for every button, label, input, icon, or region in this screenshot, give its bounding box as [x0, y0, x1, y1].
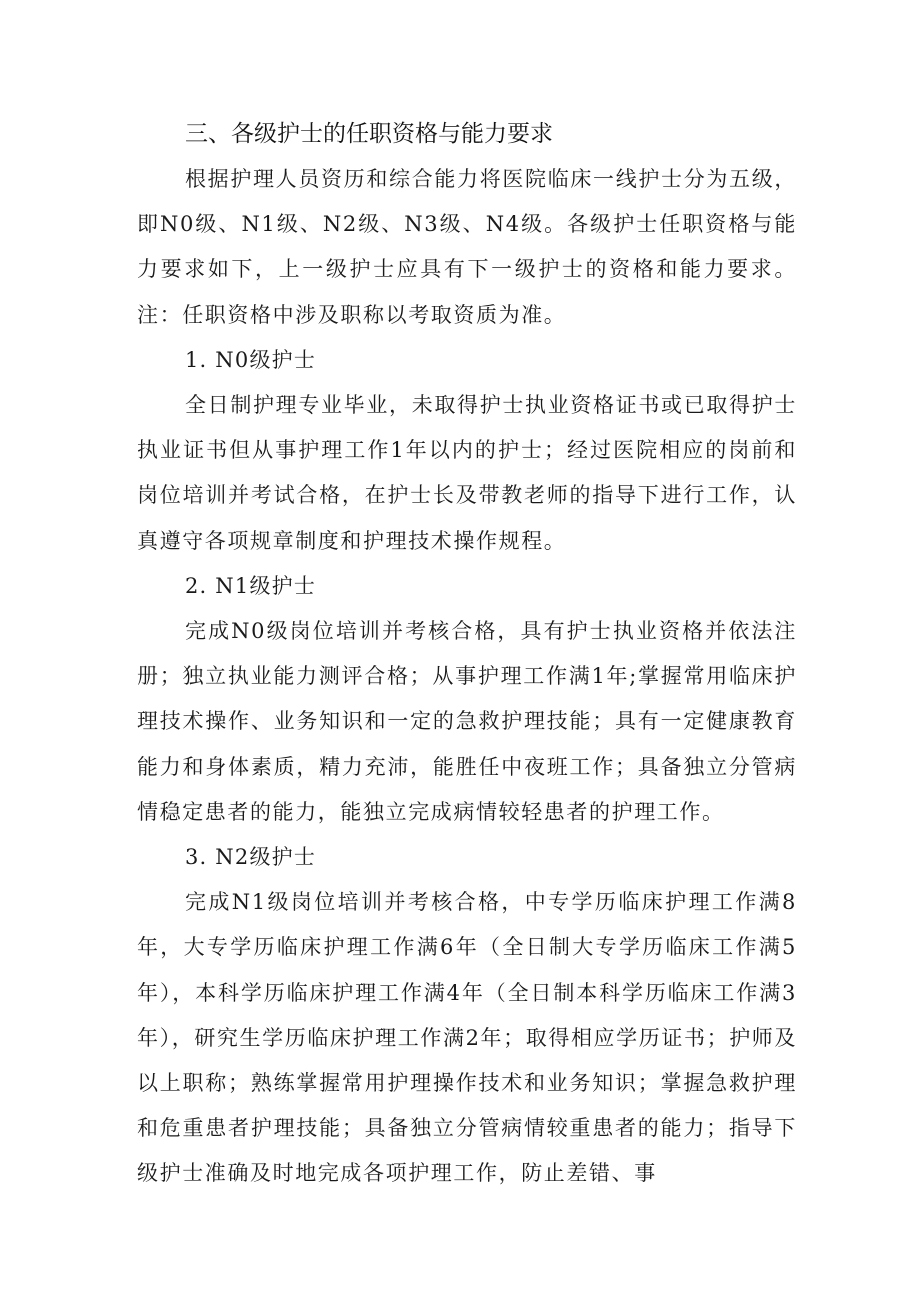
subsection-body-n2: 完成N1级岗位培训并考核合格，中专学历临床护理工作满8年，大专学历临床护理工作满6年（全日制大专学历临床工作满5年），本科学历临床护理工作满4年（全日制本科学历临床工作满3年），研究生学历临床护理工作满2年；取得相应学历证书；护师及以上职称；熟练掌握常用护理操作技术和业务知识；掌握急救护理和危重患者护理技能；具备独立分管病情较重患者的能力；指导下级护士准确及时地完成各项护理工作，防止差错、事	[137, 890, 797, 1186]
document-page	[137, 112, 797, 1197]
subsection-title-n1: 2. N1级护士	[185, 573, 317, 598]
subsection-title-n2: 3. N2级护士	[185, 845, 317, 870]
subsection-title-n0: 1. N0级护士	[185, 347, 317, 372]
subsection-body-n0: 全日制护理专业毕业，未取得护士执业资格证书或已取得护士执业证书但从事护理工作1年以内的护士；经过医院相应的岗前和岗位培训并考试合格，在护士长及带教老师的指导下进行工作，认真遵守各项规章制度和护理技术操作规程。	[137, 393, 797, 553]
section-heading: 三、各级护士的任职资格与能力要求	[185, 121, 553, 147]
subsection-body-n1: 完成N0级岗位培训并考核合格，具有护士执业资格并依法注册；独立执业能力测评合格；从事护理工作满1年;掌握常用临床护理技术操作、业务知识和一定的急救护理技能；具有一定健康教育能力和身体素质，精力充沛，能胜任中夜班工作；具备独立分管病情稳定患者的能力，能独立完成病情较轻患者的护理工作。	[137, 619, 797, 824]
intro-paragraph: 根据护理人员资历和综合能力将医院临床一线护士分为五级，即N0级、N1级、N2级、N3级、N4级。各级护士任职资格与能力要求如下，上一级护士应具有下一级护士的资格和能力要求。注：任职资格中涉及职称以考取资质为准。	[137, 167, 797, 327]
